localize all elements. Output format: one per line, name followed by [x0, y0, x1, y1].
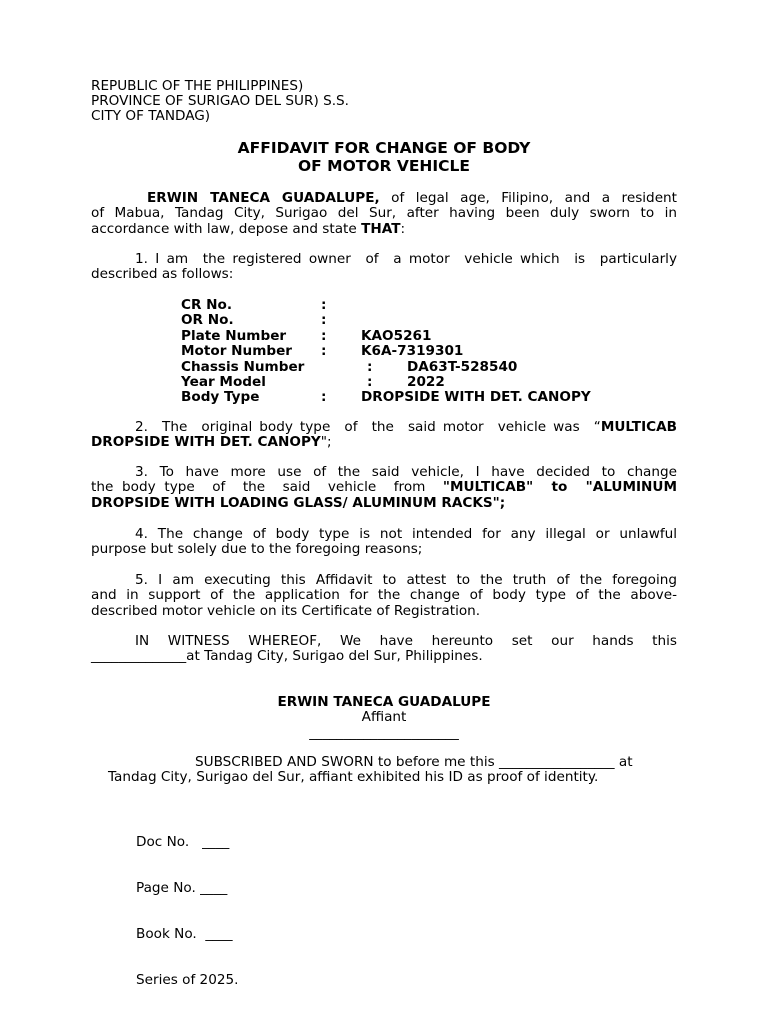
notarial-register — [136, 804, 238, 1020]
para3-line-2: the body type of the said vehicle from "MULTICAB" to "ALUMINUM — [91, 479, 677, 496]
signature-line: ______________________ — [309, 724, 459, 741]
vehicle-value: DROPSIDE WITH DET. CANOPY — [361, 389, 591, 406]
intro-line-3: accordance with law, depose and state THAT: — [91, 220, 406, 237]
jurat-line-1: SUBSCRIBED AND SWORN to before me this _________________ at — [195, 754, 633, 770]
vehicle-value: DA63T-528540 — [407, 358, 518, 375]
vehicle-label: Body Type — [181, 389, 260, 406]
paragraph-3 — [91, 465, 677, 511]
para4-line-2: purpose but solely due to the foregoing reasons; — [91, 541, 423, 558]
vehicle-colon: : — [321, 343, 327, 360]
intro-paragraph — [91, 191, 677, 237]
jurat-paragraph — [91, 755, 677, 786]
header-city: CITY OF TANDAG) — [91, 108, 211, 124]
vehicle-colon: : — [367, 373, 373, 390]
vehicle-label: Year Model — [181, 373, 266, 390]
affiant-name: ERWIN TANECA GUADALUPE — [277, 694, 491, 710]
para2-line-1: 2. The original body type of the said motor vehicle was “MULTICAB — [135, 419, 677, 435]
witness-line-1: IN WITNESS WHEREOF, We have hereunto set our hands this — [135, 633, 677, 649]
title-line-1: AFFIDAVIT FOR CHANGE OF BODY — [237, 139, 531, 157]
book-number: Book No. ____ — [136, 926, 233, 943]
witness-paragraph — [91, 634, 677, 665]
paragraph-2 — [91, 420, 677, 451]
paragraph-4 — [91, 527, 677, 558]
witness-line-2: ______________at Tandag City, Surigao del Sur, Philippines. — [91, 648, 483, 665]
para4-line-1: 4. The change of body type is not intended for any illegal or unlawful — [135, 526, 677, 542]
vehicle-value: 2022 — [407, 373, 445, 390]
para3-line-3: DROPSIDE WITH LOADING GLASS/ ALUMINUM RACKS"; — [91, 494, 506, 511]
vehicle-colon: : — [321, 389, 327, 406]
affiant-name-intro: ERWIN TANECA GUADALUPE, — [147, 190, 380, 206]
intro-line-2: of Mabua, Tandag City, Surigao del Sur, after having been duly sworn to in — [91, 205, 677, 222]
para5-line-3: described motor vehicle on its Certificate of Registration. — [91, 602, 481, 619]
paragraph-5 — [91, 573, 677, 619]
para5-line-1: 5. I am executing this Affidavit to attest to the truth of the foregoing — [135, 572, 677, 588]
vehicle-value: KAO5261 — [361, 327, 432, 344]
intro-line-1: ERWIN TANECA GUADALUPE, of legal age, Filipino, and a resident — [147, 190, 677, 206]
vehicle-colon: : — [321, 327, 327, 344]
vehicle-colon: : — [367, 358, 373, 375]
header-province: PROVINCE OF SURIGAO DEL SUR) S.S. — [91, 93, 349, 109]
header-republic: REPUBLIC OF THE PHILIPPINES) — [91, 78, 304, 94]
vehicle-label: OR No. — [181, 312, 234, 329]
vehicle-label: CR No. — [181, 297, 233, 313]
page-number: Page No. ____ — [136, 880, 228, 897]
affiant-role: Affiant — [361, 709, 407, 726]
title-line-2: OF MOTOR VEHICLE — [297, 156, 470, 175]
para2-line-2: DROPSIDE WITH DET. CANOPY"; — [91, 434, 332, 451]
para3-line-1: 3. To have more use of the said vehicle, I have decided to change — [135, 464, 677, 480]
signature-block — [0, 695, 768, 741]
vehicle-colon: : — [321, 297, 327, 313]
vehicle-label: Chassis Number — [181, 358, 305, 375]
para5-line-2: and in support of the application for the change of body type of the above- — [91, 587, 677, 604]
para1-line-1: 1. I am the registered owner of a motor vehicle which is particularly — [135, 251, 677, 267]
vehicle-value: K6A-7319301 — [361, 343, 464, 360]
doc-number: Doc No. ____ — [136, 833, 230, 850]
document-title — [0, 140, 768, 175]
vehicle-label: Motor Number — [181, 343, 293, 360]
jurat-line-2: Tandag City, Surigao del Sur, affiant exhibited his ID as proof of identity. — [108, 769, 599, 786]
para1-line-2: described as follows: — [91, 266, 234, 283]
vehicle-colon: : — [321, 312, 327, 329]
series-year: Series of 2025. — [136, 972, 239, 989]
vehicle-label: Plate Number — [181, 327, 287, 344]
paragraph-1 — [91, 252, 677, 283]
